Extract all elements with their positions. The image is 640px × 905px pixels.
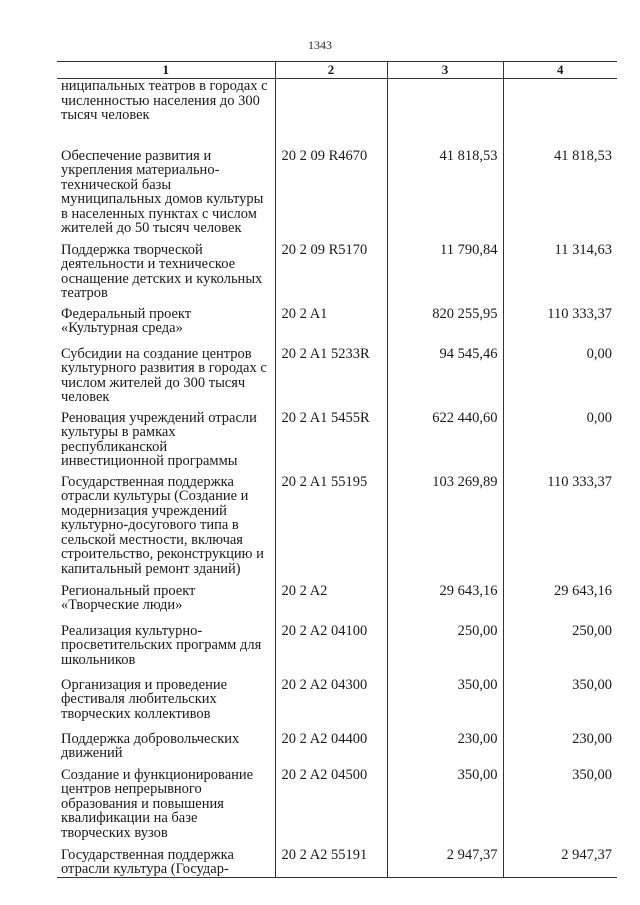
row-code: 20 2 A2 (275, 584, 387, 624)
row-col3: 103 269,89 (387, 475, 503, 584)
row-name: Организация и проведение фестиваля любительских творческих коллективов (61, 676, 228, 722)
row-name: Поддержка добровольческих движений (61, 730, 240, 762)
row-name: Создание и функционирование центров непрерывного образования и повышения квалификации на базе творческих вузов (61, 766, 254, 841)
row-code (275, 79, 387, 149)
row-col4: 2 947,37 (503, 848, 617, 878)
row-col3: 622 440,60 (387, 411, 503, 475)
table-row (57, 584, 617, 624)
row-col3: 250,00 (387, 624, 503, 678)
row-name: Реализация культурно-просветительских программ для школьников (61, 622, 262, 668)
row-col3: 350,00 (387, 768, 503, 848)
column-header-2: 2 (275, 62, 387, 79)
row-col3: 94 545,46 (387, 347, 503, 411)
row-col3: 29 643,16 (387, 584, 503, 624)
budget-table (57, 61, 617, 878)
page-number: 1343 (308, 38, 332, 52)
row-col3: 2 947,37 (387, 848, 503, 878)
row-code: 20 2 A1 5455R (275, 411, 387, 475)
row-col4: 11 314,63 (503, 243, 617, 307)
column-header-1: 1 (57, 62, 275, 79)
row-col4: 41 818,53 (503, 149, 617, 243)
table-header-row (57, 62, 617, 79)
row-name: ниципальных театров в городах с численностью населения до 300 тысяч человек (61, 78, 268, 124)
row-col3: 11 790,84 (387, 243, 503, 307)
table-row (57, 848, 617, 878)
row-code: 20 2 A2 55191 (275, 848, 387, 878)
row-col4: 0,00 (503, 347, 617, 411)
row-code: 20 2 A1 (275, 307, 387, 347)
row-col4: 350,00 (503, 678, 617, 732)
row-col4: 29 643,16 (503, 584, 617, 624)
row-col3: 41 818,53 (387, 149, 503, 243)
table-row (57, 411, 617, 475)
table-row (57, 307, 617, 347)
row-col3: 230,00 (387, 732, 503, 768)
table-row (57, 768, 617, 848)
row-col3: 350,00 (387, 678, 503, 732)
column-header-4: 4 (503, 62, 617, 79)
row-name: Государственная поддержка отрасли культуры (Создание и модернизация учреждений культурно-досугового типа в сельской местности, включая строительство, реконструкцию и капитальный ремонт зданий) (61, 473, 264, 578)
row-name: Государственная поддержка отрасли культура (Государ- (57, 848, 275, 878)
row-name: Субсидии на создание центров культурного развития в городах с числом жителей до 300 тысяч человек (61, 345, 267, 406)
row-col4: 110 333,37 (503, 475, 617, 584)
row-col4: 0,00 (503, 411, 617, 475)
table-row (57, 149, 617, 243)
row-col4: 250,00 (503, 624, 617, 678)
row-code: 20 2 09 R4670 (275, 149, 387, 243)
row-code: 20 2 A1 5233R (275, 347, 387, 411)
table-row (57, 475, 617, 584)
row-col3 (387, 79, 503, 149)
table-row (57, 678, 617, 732)
row-col4: 110 333,37 (503, 307, 617, 347)
row-code: 20 2 A2 04100 (275, 624, 387, 678)
table-row (57, 624, 617, 678)
row-code: 20 2 A2 04300 (275, 678, 387, 732)
row-col3: 820 255,95 (387, 307, 503, 347)
row-code: 20 2 A1 55195 (275, 475, 387, 584)
row-col4: 350,00 (503, 768, 617, 848)
row-name: Реновация учреждений отрасли культуры в рамках республиканской инвестиционной программы (61, 409, 257, 470)
row-name: Поддержка творческой деятельности и техническое оснащение детских и кукольных театров (61, 241, 263, 302)
row-col4 (503, 79, 617, 149)
row-code: 20 2 A2 04500 (275, 768, 387, 848)
table-row (57, 347, 617, 411)
row-name: Обеспечение развития и укрепления материально-технической базы муниципальных домов культуры в населенных пунктах с числом жителей до 50 тысяч человек (61, 147, 264, 237)
row-col4: 230,00 (503, 732, 617, 768)
table-row (57, 243, 617, 307)
table-row (57, 79, 617, 149)
table-row (57, 732, 617, 768)
row-name: Региональный проект «Творческие люди» (61, 582, 196, 614)
column-header-3: 3 (387, 62, 503, 79)
row-name: Федеральный проект «Культурная среда» (61, 305, 192, 337)
row-code: 20 2 09 R5170 (275, 243, 387, 307)
row-code: 20 2 A2 04400 (275, 732, 387, 768)
